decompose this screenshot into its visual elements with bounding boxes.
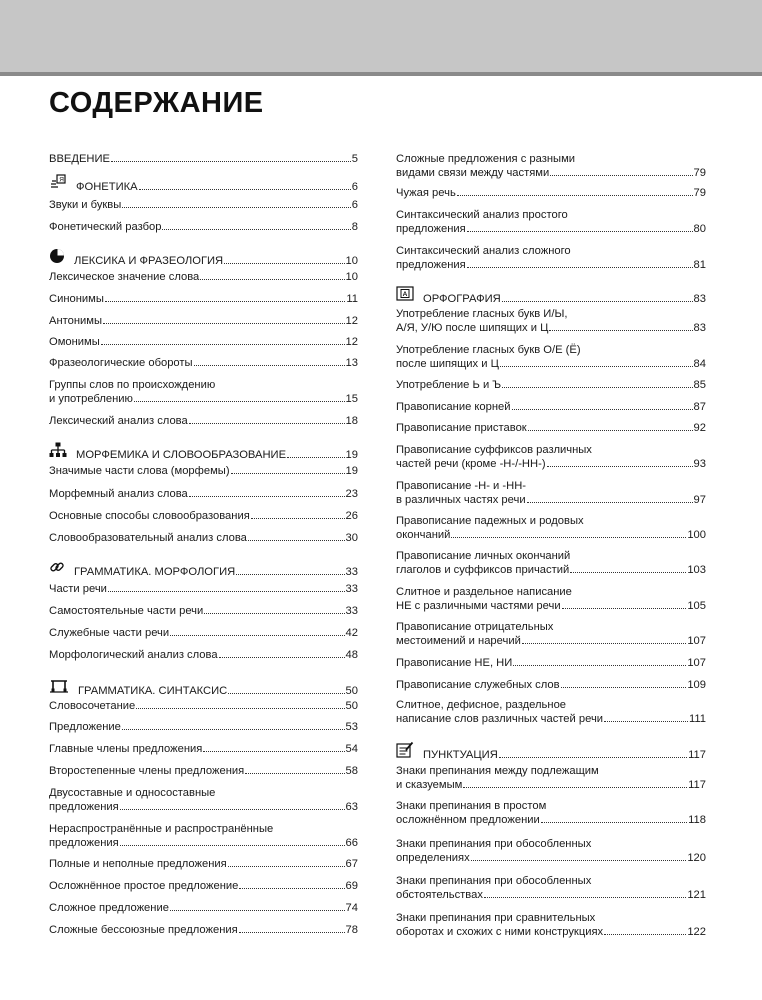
toc-entry: [49, 509, 358, 523]
toc-entry-title-line: Слитное и раздельное написание: [396, 586, 572, 598]
toc-page-number: 87: [693, 401, 706, 413]
toc-page-number: 85: [693, 379, 706, 391]
dot-leader: [194, 365, 345, 366]
dot-leader: [231, 473, 345, 474]
toc-entry-title: ВВЕДЕНИЕ: [49, 153, 111, 165]
dot-leader: [467, 267, 693, 268]
toc-page-number: 78: [345, 924, 358, 936]
toc-entry-title: Осложнённое простое предложение: [49, 880, 239, 892]
toc-page-number: 111: [688, 713, 706, 725]
toc-page-number: 79: [693, 167, 706, 179]
dot-leader: [561, 687, 687, 688]
toc-entry-title: Морфологический анализ слова: [49, 649, 218, 661]
toc-page-number: 93: [693, 458, 706, 470]
dot-leader: [134, 401, 345, 402]
toc-page-number: 79: [693, 187, 706, 199]
toc-page-number: 11: [346, 293, 358, 305]
toc-page-number: 33: [345, 605, 358, 617]
dot-leader: [170, 910, 345, 911]
toc-entry: [49, 442, 358, 462]
toc-page-number: 100: [687, 529, 706, 541]
toc-entry-title-line: Употребление гласных букв И/Ы,: [396, 308, 568, 320]
toc-page-number: 80: [693, 223, 706, 235]
toc-page-number: 83: [693, 322, 706, 334]
dot-leader: [248, 540, 345, 541]
toc-page-number: 117: [688, 779, 706, 791]
toc-page-number: 42: [345, 627, 358, 639]
toc-entry: [396, 286, 706, 306]
toc-entry-title-line: Правописание отрицательных: [396, 621, 554, 633]
dot-leader: [170, 635, 344, 636]
toc-entry: [49, 582, 358, 596]
pie-chart-icon: [49, 248, 65, 264]
toc-entry: [49, 923, 358, 937]
dot-leader: [111, 161, 351, 162]
toc-entry: [396, 585, 706, 613]
toc-entry-title: Главные члены предложения: [49, 743, 203, 755]
toc-entry: [396, 244, 706, 272]
dot-leader: [499, 757, 687, 758]
toc-entry: [396, 421, 706, 435]
toc-entry-title: Сложное предложение: [49, 902, 169, 914]
toc-entry-title: Лексический анализ слова: [49, 415, 188, 427]
toc-entry: [49, 174, 358, 194]
dot-leader: [522, 643, 686, 644]
toc-entry: [49, 822, 358, 850]
dot-leader: [120, 809, 345, 810]
toc-entry-title: написание слов различных частей речи: [396, 713, 604, 725]
toc-entry: [396, 741, 706, 762]
toc-page-number: 66: [345, 837, 358, 849]
dot-leader: [549, 330, 692, 331]
toc-entry-title-line: Правописание личных окончаний: [396, 550, 571, 562]
toc-entry: [49, 220, 358, 234]
toc-entry-title: ГРАММАТИКА. МОРФОЛОГИЯ: [74, 566, 236, 578]
toc-page-number: 12: [345, 315, 358, 327]
dot-leader: [467, 231, 693, 232]
dot-leader: [471, 860, 687, 861]
toc-page-number: 13: [345, 357, 358, 369]
toc-page-number: 8: [351, 221, 358, 233]
toc-entry-title: Лексическое значение слова: [49, 271, 200, 283]
dot-leader: [200, 279, 344, 280]
dot-leader: [541, 822, 687, 823]
toc-entry: [49, 857, 358, 871]
toc-entry-title-line: Знаки препинания в простом: [396, 800, 547, 812]
toc-entry-title: Основные способы словообразования: [49, 510, 250, 522]
header-band: [0, 0, 762, 72]
dot-leader: [604, 721, 688, 722]
dot-leader: [528, 430, 693, 431]
toc-entry: [49, 198, 358, 212]
dot-leader: [512, 409, 693, 410]
toc-page-number: 83: [693, 293, 706, 305]
dot-leader: [228, 693, 344, 694]
toc-entry: [49, 356, 358, 370]
toc-entry-title: Употребление Ь и Ъ: [396, 379, 502, 391]
toc-entry: [49, 559, 358, 579]
punctuation-icon: [396, 741, 414, 758]
dot-leader: [108, 591, 345, 592]
toc-page-number: 103: [687, 564, 706, 576]
toc-page-number: 26: [345, 510, 358, 522]
toc-entry-title-line: Правописание суффиксов различных: [396, 444, 592, 456]
dot-leader: [204, 613, 344, 614]
dot-leader: [500, 366, 693, 367]
toc-entry: [396, 656, 706, 670]
dot-leader: [203, 751, 344, 752]
toc-entry-title: Словообразовательный анализ слова: [49, 532, 247, 544]
link-icon: [49, 559, 65, 575]
toc-entry-title: Правописание приставок: [396, 422, 527, 434]
syntax-icon: [49, 678, 69, 694]
dot-leader: [287, 457, 345, 458]
toc-entry: [396, 874, 706, 902]
dot-leader: [502, 387, 692, 388]
toc-entry-title: Правописание НЕ, НИ: [396, 657, 513, 669]
toc-page-number: 6: [351, 199, 358, 211]
toc-entry-title-line: Синтаксический анализ простого: [396, 209, 568, 221]
toc-entry: [49, 720, 358, 734]
toc-entry-title: ГРАММАТИКА. СИНТАКСИС: [78, 685, 228, 697]
toc-entry-title: Полные и неполные предложения: [49, 858, 227, 870]
dot-leader: [120, 845, 345, 846]
dot-leader: [245, 773, 344, 774]
toc-entry-title: предложения: [396, 259, 466, 271]
toc-entry-title: Самостоятельные части речи: [49, 605, 204, 617]
toc-entry: [396, 698, 706, 726]
toc-entry-title: Омонимы: [49, 336, 100, 348]
toc-page-number: 50: [345, 685, 358, 697]
toc-page-number: 58: [345, 765, 358, 777]
toc-entry-title-line: Синтаксический анализ сложного: [396, 245, 571, 257]
toc-page-number: 6: [351, 181, 358, 193]
dot-leader: [570, 572, 686, 573]
dot-leader: [228, 866, 345, 867]
toc-page-number: 107: [687, 635, 706, 647]
toc-page-number: 117: [688, 749, 706, 761]
toc-entry-title: Словосочетание: [49, 700, 136, 712]
toc-page-number: 10: [345, 255, 358, 267]
toc-entry-title: предложения: [49, 837, 119, 849]
toc-page-number: 23: [345, 488, 358, 500]
toc-entry: [396, 799, 706, 827]
toc-page-number: 19: [345, 449, 358, 461]
toc-entry: [49, 292, 358, 306]
header-divider: [0, 72, 762, 76]
toc-entry-title: Правописание корней: [396, 401, 511, 413]
toc-page-number: 107: [687, 657, 706, 669]
toc-entry-title: ЛЕКСИКА И ФРАЗЕОЛОГИЯ: [74, 255, 224, 267]
toc-entry: [396, 208, 706, 236]
toc-entry: [49, 378, 358, 406]
toc-page-number: 33: [345, 566, 358, 578]
toc-page-number: 63: [345, 801, 358, 813]
toc-page-number: 105: [687, 600, 706, 612]
toc-entry-title-line: Правописание -Н- и -НН-: [396, 480, 527, 492]
toc-entry: [49, 335, 358, 349]
toc-entry: [49, 764, 358, 778]
toc-entry: [396, 549, 706, 577]
toc-entry: [396, 764, 706, 792]
toc-entry: [396, 514, 706, 542]
toc-page-number: 53: [345, 721, 358, 733]
toc-entry-title: в различных частях речи: [396, 494, 526, 506]
toc-entry: [49, 604, 358, 618]
dot-leader: [219, 657, 345, 658]
toc-entry: [396, 186, 706, 200]
dot-leader: [101, 344, 345, 345]
toc-entry-title-line: Правописание падежных и родовых: [396, 515, 584, 527]
dot-leader: [451, 537, 686, 538]
toc-entry: [396, 620, 706, 648]
toc-entry-title: обстоятельствах: [396, 889, 483, 901]
dot-leader: [189, 423, 345, 424]
toc-entry: [49, 414, 358, 428]
toc-page-number: 109: [687, 679, 706, 691]
toc-entry: [49, 742, 358, 756]
toc-entry-title-line: Знаки препинания при сравнительных: [396, 912, 596, 924]
toc-entry-title: Значимые части слова (морфемы): [49, 465, 230, 477]
toc-entry-title: А/Я, У/Ю после шипящих и Ц: [396, 322, 549, 334]
dot-leader: [484, 897, 686, 898]
toc-page-number: 74: [345, 902, 358, 914]
toc-entry-title-line: Знаки препинания между подлежащим: [396, 765, 599, 777]
toc-page-number: 69: [345, 880, 358, 892]
toc-entry: [49, 678, 358, 698]
page-title: СОДЕРЖАНИЕ: [49, 87, 264, 119]
toc-entry-title: Предложение: [49, 721, 121, 733]
toc-entry: [49, 786, 358, 814]
toc-entry-title: Фразеологические обороты: [49, 357, 193, 369]
dot-leader: [105, 301, 345, 302]
dot-leader: [527, 502, 693, 503]
toc-entry: [49, 648, 358, 662]
spelling-icon: [396, 286, 414, 302]
toc-entry-title: и употреблению: [49, 393, 133, 405]
dot-leader: [239, 932, 345, 933]
hierarchy-icon: [49, 442, 67, 458]
toc-entry: [396, 307, 706, 335]
toc-entry-title: после шипящих и Ц: [396, 358, 499, 370]
toc-entry-title: Правописание служебных слов: [396, 679, 560, 691]
dot-leader: [239, 888, 344, 889]
toc-page-number: 121: [687, 889, 706, 901]
dot-leader: [103, 323, 345, 324]
toc-page-number: 97: [693, 494, 706, 506]
toc-page-number: 18: [345, 415, 358, 427]
toc-page-number: 81: [693, 259, 706, 271]
toc-entry: [49, 464, 358, 478]
toc-entry-title: видами связи между частями: [396, 167, 550, 179]
toc-page-number: 84: [693, 358, 706, 370]
toc-entry-title: ФОНЕТИКА: [76, 181, 138, 193]
toc-page-number: 92: [693, 422, 706, 434]
toc-entry-title: ПУНКТУАЦИЯ: [423, 749, 498, 761]
toc-page-number: 19: [345, 465, 358, 477]
toc-entry: [396, 678, 706, 692]
toc-entry-title: оборотах и схожих с ними конструкциях: [396, 926, 604, 938]
toc-page-number: 120: [687, 852, 706, 864]
dot-leader: [457, 195, 693, 196]
toc-entry: [396, 443, 706, 471]
dot-leader: [136, 708, 344, 709]
toc-entry: [49, 270, 358, 284]
toc-page-number: 50: [345, 700, 358, 712]
toc-entry: [396, 378, 706, 392]
phonetics-icon: [49, 174, 67, 190]
toc-page-number: 30: [345, 532, 358, 544]
toc-entry: [49, 626, 358, 640]
toc-entry-title: Чужая речь: [396, 187, 456, 199]
toc-entry: [396, 911, 706, 939]
toc-entry: [396, 343, 706, 371]
toc-entry: [49, 901, 358, 915]
dot-leader: [189, 496, 345, 497]
dot-leader: [224, 263, 344, 264]
toc-entry: [49, 248, 358, 268]
toc-entry-title: Служебные части речи: [49, 627, 170, 639]
toc-page-number: 48: [345, 649, 358, 661]
toc-entry: [396, 152, 706, 180]
toc-entry-title-line: Знаки препинания при обособленных: [396, 875, 592, 887]
dot-leader: [550, 175, 692, 176]
toc-page-number: 12: [345, 336, 358, 348]
toc-entry-title: Сложные бессоюзные предложения: [49, 924, 238, 936]
toc-entry: [49, 879, 358, 893]
dot-leader: [547, 466, 693, 467]
toc-entry-title-line: Группы слов по происхождению: [49, 379, 216, 391]
toc-entry-title: МОРФЕМИКА И СЛОВООБРАЗОВАНИЕ: [76, 449, 287, 461]
toc-page-number: 54: [345, 743, 358, 755]
toc-entry-title-line: Знаки препинания при обособленных: [396, 838, 592, 850]
dot-leader: [463, 787, 687, 788]
toc-entry-title: НЕ с различными частями речи: [396, 600, 561, 612]
toc-entry-title: глаголов и суффиксов причастий: [396, 564, 570, 576]
svg-text:Я: Я: [59, 176, 64, 184]
toc-page-number: 15: [345, 393, 358, 405]
dot-leader: [251, 518, 345, 519]
toc-entry: [396, 400, 706, 414]
toc-entry: [49, 531, 358, 545]
toc-entry: [396, 837, 706, 865]
toc-entry-title: ОРФОГРАФИЯ: [423, 293, 501, 305]
toc-entry: [49, 487, 358, 501]
toc-entry-title: определениях: [396, 852, 470, 864]
dot-leader: [236, 574, 344, 575]
toc-entry-title: Второстепенные члены предложения: [49, 765, 245, 777]
toc-entry-title: Звуки и буквы: [49, 199, 122, 211]
toc-entry: [396, 479, 706, 507]
toc-page-number: 122: [687, 926, 706, 938]
dot-leader: [139, 189, 351, 190]
toc-entry-title: частей речи (кроме -Н-/-НН-): [396, 458, 546, 470]
toc-entry-title: предложения: [396, 223, 466, 235]
toc-entry-title-line: Слитное, дефисное, раздельное: [396, 699, 567, 711]
toc-page-number: 5: [351, 153, 358, 165]
toc-entry-title-line: Сложные предложения с разными: [396, 153, 576, 165]
toc-entry: [49, 314, 358, 328]
toc-entry-title: Фонетический разбор: [49, 221, 162, 233]
toc-page-number: 118: [688, 814, 706, 826]
toc-entry-title: местоимений и наречий: [396, 635, 521, 647]
toc-entry-title: Антонимы: [49, 315, 103, 327]
toc-entry-title: Части речи: [49, 583, 107, 595]
dot-leader: [122, 729, 345, 730]
toc-entry-title: Морфемный анализ слова: [49, 488, 188, 500]
toc-entry-title: Синонимы: [49, 293, 104, 305]
dot-leader: [502, 301, 693, 302]
dot-leader: [604, 934, 686, 935]
svg-text:A: A: [402, 291, 408, 299]
toc-page-number: 10: [345, 271, 358, 283]
dot-leader: [562, 608, 687, 609]
toc-entry: [49, 152, 358, 166]
dot-leader: [513, 665, 686, 666]
dot-leader: [122, 207, 350, 208]
toc-entry-title: и сказуемым: [396, 779, 463, 791]
toc-page-number: 33: [345, 583, 358, 595]
toc-page-number: 67: [345, 858, 358, 870]
toc-entry-title-line: Двусоставные и односоставные: [49, 787, 216, 799]
toc-entry-title: осложнённом предложении: [396, 814, 540, 826]
toc-entry: [49, 699, 358, 713]
toc-entry-title: окончаний: [396, 529, 451, 541]
toc-entry-title-line: Употребление гласных букв О/Е (Ё): [396, 344, 581, 356]
toc-entry-title: предложения: [49, 801, 119, 813]
dot-leader: [162, 229, 350, 230]
toc-entry-title-line: Нераспространённые и распространённые: [49, 823, 274, 835]
